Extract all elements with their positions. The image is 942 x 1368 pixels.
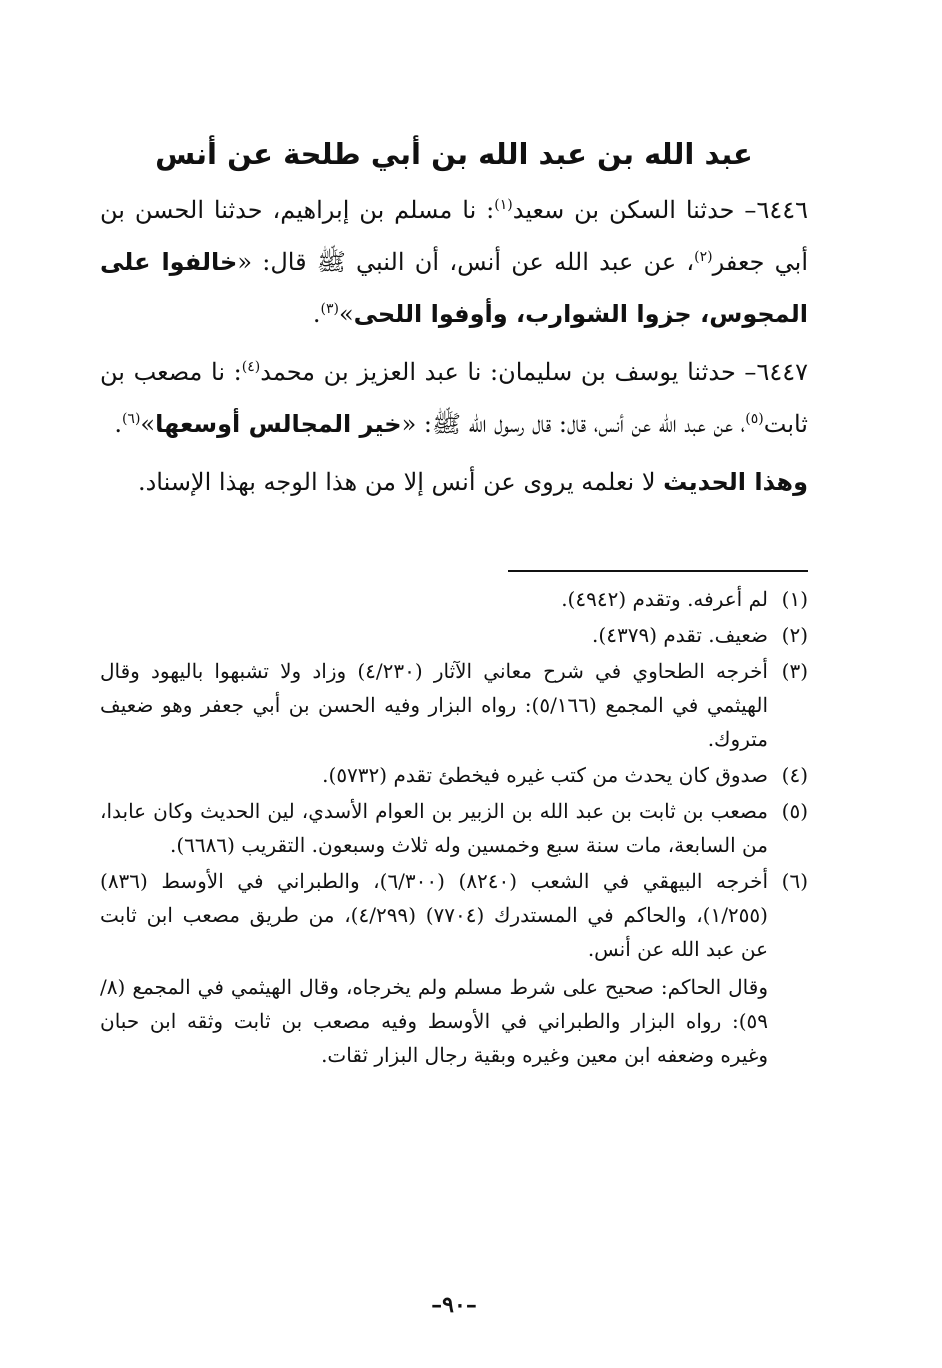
footnote-2: [100, 618, 808, 652]
footnote-5: [100, 794, 808, 862]
footnote-ref-2: (٢): [694, 249, 713, 265]
footnote-ref-3: (٣): [320, 301, 339, 317]
hadith-6447-text-2: : نا مصعب بن ثابت: [100, 358, 808, 438]
footnote-6: [100, 864, 808, 966]
footnote-number: (٥): [781, 799, 808, 823]
hadith-6447-text-1: ٦٤٤٧– حدثنا يوسف بن سليمان: نا عبد العزيز بن محمد: [260, 358, 808, 386]
hadith-6447-matn: خير المجالس أوسعها: [155, 410, 402, 438]
footnote-text: أخرجه الطحاوي في شرح معاني الآثار (٤/٢٣٠) وزاد ولا تشبهوا باليهود وقال الهيثمي في المجمع (٥/١٦٦): رواه البزار وفيه الحسن بن أبي جعفر وهو ضعيف متروك.: [100, 659, 768, 751]
footnote-text: صدوق كان يحدث من كتب غيره فيخطئ تقدم (٥٧٣٢).: [322, 763, 768, 787]
footnote-ref-5: (٥): [745, 411, 764, 427]
author-remark: [100, 456, 808, 508]
hadith-6446-text-3: ، عن عبد الله عن أنس، أن النبي ﷺ قال: «: [237, 248, 695, 276]
section-heading: عبد الله بن عبد الله بن أبي طلحة عن أنس: [155, 137, 753, 171]
hadith-6446-text-2: : نا مسلم بن إبراهيم، حدثنا الحسن بن أبي جعفر: [100, 196, 809, 276]
footnote-number: (٢): [781, 623, 808, 647]
footnote-ref-1: (١): [494, 197, 513, 213]
footnote-text: لم أعرفه. وتقدم (٤٩٤٢).: [561, 587, 768, 611]
hadith-6447-text-5: .: [114, 410, 122, 438]
hadith-6446-text-5: .: [312, 300, 321, 328]
hadith-6446-text-4: »: [338, 300, 354, 328]
footnote-4: [100, 758, 808, 792]
hadith-6447-text-3: ، عن عبد الله عن أنس، قال: قال رسول الله ﷺ: «: [401, 410, 746, 438]
footnote-3: [100, 654, 808, 756]
hadith-6447-text-4: »: [140, 410, 156, 438]
hadith-6447: [100, 346, 808, 450]
footnote-number: (٣): [781, 659, 808, 683]
footnotes: [100, 582, 808, 1072]
page-number: –٩٠–: [431, 1292, 477, 1318]
footnote-6-continuation: وقال الحاكم: صحيح على شرط مسلم ولم يخرجاه، وقال الهيثمي في المجمع (٨/ ٥٩): رواه البزار والطبراني في الأوسط وفيه مصعب بن ثابت وثقه ابن حبان وغيره وضعفه ابن معين وغيره وبقية رجال البزار ثقات.: [100, 975, 768, 1067]
footnote-1: [100, 582, 808, 616]
footnote-text: ضعيف. تقدم (٤٣٧٩).: [592, 623, 768, 647]
footnote-text: أخرجه البيهقي في الشعب (٨٢٤٠) (٦/٣٠٠)، والطبراني في الأوسط (٨٣٦) (١/٢٥٥)، والحاكم في المستدرك (٧٧٠٤) (٤/٢٩٩)، من طريق مصعب ابن ثابت عن عبد الله عن أنس.: [100, 869, 769, 961]
remark-text: لا نعلمه يروى عن أنس إلا من هذا الوجه بهذا الإسناد.: [137, 468, 664, 496]
footnote-number: (٤): [781, 763, 808, 787]
footnote-number: (٦): [781, 869, 808, 893]
hadith-6446: [100, 184, 808, 340]
footnote-ref-6: (٦): [121, 411, 141, 427]
footnote-number: (١): [781, 587, 808, 611]
footnote-divider: [508, 570, 808, 572]
hadith-6446-matn: خالفوا على المجوس، جزوا الشوارب، وأوفوا اللحى: [100, 248, 808, 328]
footnote-ref-4: (٤): [241, 359, 261, 375]
remark-lead: وهذا الحديث: [663, 468, 808, 496]
document-page: [100, 130, 808, 1330]
hadith-6446-text-1: ٦٤٤٦– حدثنا السكن بن سعيد: [512, 196, 808, 224]
footnote-text: مصعب بن ثابت بن عبد الله بن الزبير بن العوام الأسدي، لين الحديث وكان عابدا، من السابعة، مات سنة سبع وخمسين وله ثلاث وسبعون. التقريب (٦٦٨٦).: [100, 799, 768, 857]
